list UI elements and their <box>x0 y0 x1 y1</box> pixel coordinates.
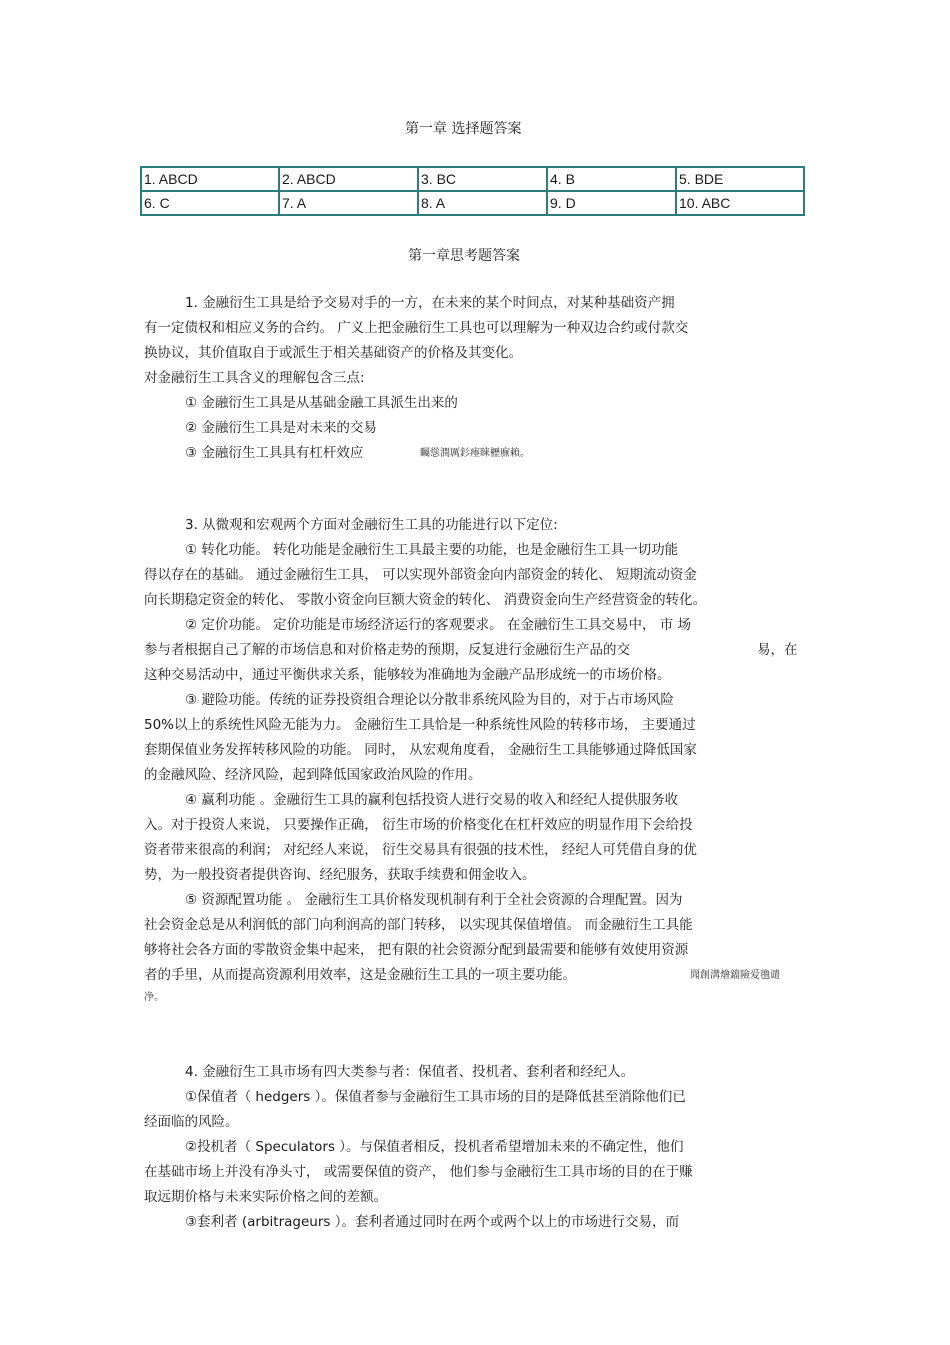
answer-cell: 7. A <box>279 191 418 215</box>
answer-cell: 4. B <box>547 167 676 191</box>
garbled-note: 聞創溝燴鐺險爱氇谴 <box>690 970 780 981</box>
paragraph-line: 1. 金融衍生工具是给予交易对手的一方，在未来的某个时间点，对某种基础资产拥 <box>185 295 675 311</box>
paragraph-line: 资者带来很高的利润； 对纪经人来说， 衍生交易具有很强的技术性， 经纪人可凭借自身的优 <box>144 842 697 858</box>
list-item: ① 金融衍生工具是从基础金融工具派生出来的 <box>185 395 458 411</box>
answer-cell: 3. BC <box>418 167 547 191</box>
paragraph-line: 参与者根据自己了解的市场信息和对价格走势的预期，反复进行金融衍生产品的交 <box>144 642 630 658</box>
answers-table <box>140 166 805 216</box>
paragraph-line: 对金融衍生工具含义的理解包含三点: <box>144 370 365 386</box>
paragraph-line: 取远期价格与未来实际价格之间的差额。 <box>144 1189 387 1205</box>
list-item: ② 金融衍生工具是对未来的交易 <box>185 420 377 436</box>
paragraph-line: 经面临的风险。 <box>144 1114 239 1130</box>
paragraph-line: 向长期稳定资金的转化、 零散小资金向巨额大资金的转化、 消费资金向生产经营资金的转化。 <box>144 592 707 608</box>
paragraph-line: ① 转化功能。 转化功能是金融衍生工具最主要的功能，也是金融衍生工具一切功能 <box>185 542 679 558</box>
paragraph-line: ③套利者 (arbitrageurs ）。套利者通过同时在两个或两个以上的市场进行交易，而 <box>185 1214 679 1230</box>
paragraph-line: 的金融风险、经济风险，起到降低国家政治风险的作用。 <box>144 767 482 783</box>
paragraph-line: 势，为一般投资者提供咨询、经纪服务，获取手续费和佣金收入。 <box>144 867 536 883</box>
paragraph-line: 社会资金总是从利润低的部门向利润高的部门转移， 以实现其保值增值。 而金融衍生工具能 <box>144 917 693 933</box>
paragraph-line-tail: 易，在 <box>757 642 798 658</box>
garbled-note: 矚慫潤厲釤瘞睞櫪廡賴。 <box>420 448 530 459</box>
think-answers-heading: 第一章思考题答案 <box>408 248 520 264</box>
table-row <box>141 167 804 191</box>
paragraph-line: 者的手里，从而提高资源利用效率，这是金融衍生工具的一项主要功能。 <box>144 967 576 983</box>
answer-cell: 9. D <box>547 191 676 215</box>
paragraph-line: 换协议，其价值取自于或派生于相关基础资产的价格及其变化。 <box>144 345 522 361</box>
list-item: ③ 金融衍生工具具有杠杆效应 <box>185 445 364 461</box>
choice-answers-heading: 第一章 选择题答案 <box>405 121 522 137</box>
paragraph-line: ② 定价功能。 定价功能是市场经济运行的客观要求。 在金融衍生工具交易中， 市 场 <box>185 617 692 633</box>
paragraph-line: ②投机者（ Speculators ）。与保值者相反，投机者希望增加未来的不确定性，他们 <box>185 1139 684 1155</box>
paragraph-line: ③ 避险功能。传统的证券投资组合理论以分散非系统风险为目的，对于占市场风险 <box>185 692 674 708</box>
answer-cell: 1. ABCD <box>141 167 279 191</box>
paragraph-line: 4. 金融衍生工具市场有四大类参与者：保值者、投机者、套利者和经纪人。 <box>185 1064 635 1080</box>
answer-cell: 6. C <box>141 191 279 215</box>
table-row <box>141 191 804 215</box>
garbled-note: 净。 <box>144 992 164 1003</box>
paragraph-line: 够将社会各方面的零散资金集中起来， 把有限的社会资源分配到最需要和能够有效使用资源 <box>144 942 689 958</box>
paragraph-line: 这种交易活动中，通过平衡供求关系，能够较为准确地为金融产品形成统一的市场价格。 <box>144 667 671 683</box>
answer-cell: 2. ABCD <box>279 167 418 191</box>
answer-cell: 10. ABC <box>676 191 804 215</box>
paragraph-line: 50%以上的系统性风险无能为力。 金融衍生工具恰是一种系统性风险的转移市场， 主要通过 <box>144 717 696 733</box>
paragraph-line: 套期保值业务发挥转移风险的功能。 同时， 从宏观角度看， 金融衍生工具能够通过降低国家 <box>144 742 697 758</box>
paragraph-line: 入。对于投资人来说， 只要操作正确， 衍生市场的价格变化在杠杆效应的明显作用下会给投 <box>144 817 693 833</box>
paragraph-line: 在基础市场上并没有净头寸， 或需要保值的资产， 他们参与金融衍生工具市场的目的在于赚 <box>144 1164 693 1180</box>
paragraph-line: ⑤ 资源配置功能 。 金融衍生工具价格发现机制有利于全社会资源的合理配置。因为 <box>185 892 683 908</box>
answer-cell: 8. A <box>418 191 547 215</box>
paragraph-line: 有一定债权和相应义务的合约。 广义上把金融衍生工具也可以理解为一种双边合约或付款交 <box>144 320 689 336</box>
paragraph-line: ①保值者（ hedgers ）。保值者参与金融衍生工具市场的目的是降低甚至消除他们已 <box>185 1089 686 1105</box>
paragraph-line: 得以存在的基础。 通过金融衍生工具， 可以实现外部资金向内部资金的转化、 短期流动资金 <box>144 567 697 583</box>
paragraph-line: 3. 从微观和宏观两个方面对金融衍生工具的功能进行以下定位: <box>185 517 558 533</box>
answer-cell: 5. BDE <box>676 167 804 191</box>
paragraph-line: ④ 赢利功能 。金融衍生工具的赢利包括投资人进行交易的收入和经纪人提供服务收 <box>185 792 679 808</box>
